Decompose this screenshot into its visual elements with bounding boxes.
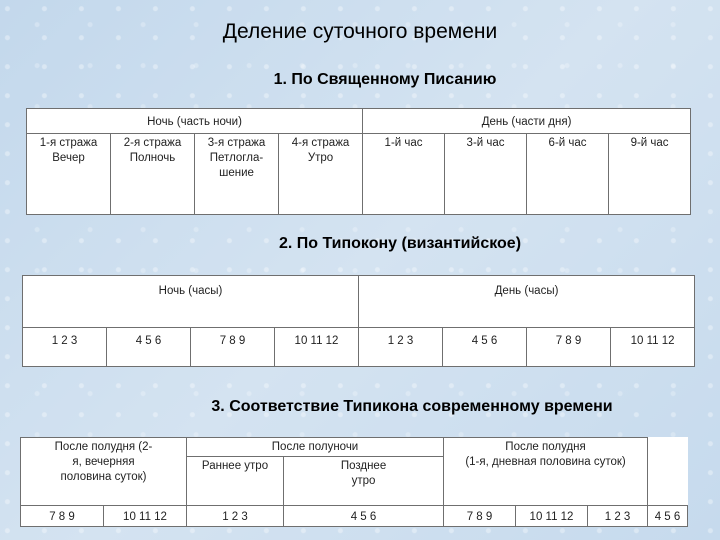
night-header: Ночь (часть ночи)	[27, 109, 363, 134]
day-hours-header: День (часы)	[359, 276, 695, 328]
page-title: Деление суточного времени	[222, 20, 498, 43]
table-cell: 4 5 6	[284, 506, 444, 527]
section3-heading: 3. Соответствие Типикона современному времени	[211, 398, 613, 415]
table-cell: 7 8 9	[527, 328, 611, 367]
table-cell: 4-я стража Утро	[279, 134, 363, 215]
table-cell: 10 11 12	[275, 328, 359, 367]
section2-heading: 2. По Типокону (византийское)	[278, 235, 522, 252]
table-cell: 7 8 9	[191, 328, 275, 367]
day-header: День (части дня)	[363, 109, 691, 134]
table-cell: 3-й час	[445, 134, 527, 215]
table-cell: 7 8 9	[444, 506, 516, 527]
table-cell: 1-й час	[363, 134, 445, 215]
typikon-table	[22, 275, 695, 367]
table-cell: 4 5 6	[107, 328, 191, 367]
table-cell: 10 11 12	[516, 506, 588, 527]
after-noon-evening-header: После полудня (2- я, вечерняя половина суток)	[21, 438, 187, 506]
table-cell: 9-й час	[609, 134, 691, 215]
early-morning-header: Раннее утро	[187, 457, 284, 506]
after-noon-day-header: После полудня (1-я, дневная половина суток)	[444, 438, 648, 506]
table-cell: 6-й час	[527, 134, 609, 215]
table-cell: 4 5 6	[443, 328, 527, 367]
table-cell: 1-я стража Вечер	[27, 134, 111, 215]
late-morning-header: Позднее утро	[284, 457, 444, 506]
table-cell: 10 11 12	[104, 506, 187, 527]
table-cell: 1 2 3	[588, 506, 648, 527]
table-cell: 1 2 3	[187, 506, 284, 527]
table-cell: 7 8 9	[21, 506, 104, 527]
scripture-table	[26, 108, 691, 215]
table-cell: 10 11 12	[611, 328, 695, 367]
table-cell: 1 2 3	[359, 328, 443, 367]
table-cell: 1 2 3	[23, 328, 107, 367]
modern-time-table	[20, 437, 688, 527]
after-midnight-header: После полуночи	[187, 438, 444, 457]
table-cell: 3-я стража Петлогла- шение	[195, 134, 279, 215]
table-cell: 2-я стража Полночь	[111, 134, 195, 215]
section1-heading: 1. По Священному Писанию	[273, 71, 497, 88]
table-cell: 4 5 6	[648, 506, 688, 527]
night-hours-header: Ночь (часы)	[23, 276, 359, 328]
